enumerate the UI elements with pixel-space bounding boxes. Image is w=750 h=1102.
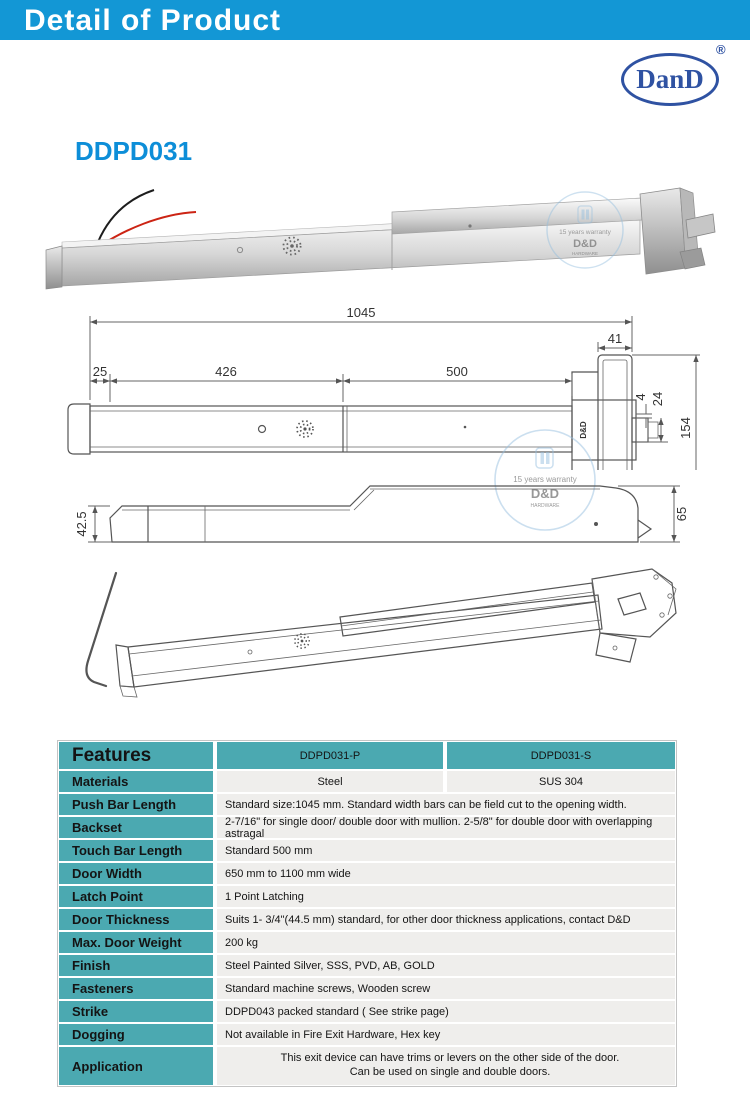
svg-text:D&D: D&D — [530, 486, 560, 501]
svg-text:41: 41 — [607, 331, 623, 346]
brand-logo-text: DanD — [636, 64, 704, 94]
svg-text:4: 4 — [633, 393, 648, 401]
side-view-drawing — [40, 462, 740, 554]
dogging-rod — [86, 573, 116, 686]
row-label-finish: Finish — [59, 955, 213, 976]
svg-text:25: 25 — [92, 364, 108, 379]
application-line-2: Can be used on single and double doors. — [349, 1066, 551, 1078]
page-header-bar — [0, 0, 750, 40]
row-value-touch-bar-length: Standard 500 mm — [217, 840, 675, 861]
svg-text:500: 500 — [446, 364, 468, 379]
row-value-application — [217, 1047, 675, 1085]
perspective-head-foot — [596, 633, 636, 662]
row-label-backset: Backset — [59, 817, 213, 838]
row-value-strike: DDPD043 packed standard ( See strike page) — [217, 1001, 675, 1022]
row-label-strike: Strike — [59, 1001, 213, 1022]
plan-end-cap — [68, 404, 90, 454]
row-value-finish: Steel Painted Silver, SSS, PVD, AB, GOLD — [217, 955, 675, 976]
product-photo — [40, 168, 720, 308]
plan-view-drawing — [40, 300, 740, 470]
svg-text:15 years warranty: 15 years warranty — [559, 229, 611, 236]
brand-logo — [621, 53, 719, 106]
table-header-model-p: DDPD031-P — [217, 742, 443, 769]
svg-text:65: 65 — [674, 506, 689, 522]
perspective-head — [592, 569, 676, 662]
dim-side-bar-height — [74, 506, 112, 542]
row-value-dogging: Not available in Fire Exit Hardware, Hex key — [217, 1024, 675, 1045]
table-header-model-s: DDPD031-S — [447, 742, 675, 769]
svg-text:HARDWARE: HARDWARE — [571, 251, 599, 256]
row-label-latch-point: Latch Point — [59, 886, 213, 907]
svg-text:24: 24 — [650, 391, 665, 407]
perspective-speaker-grille — [294, 633, 310, 649]
materials-value-s: SUS 304 — [447, 771, 675, 792]
row-label-fasteners: Fasteners — [59, 978, 213, 999]
row-value-push-bar-length: Standard size:1045 mm. Standard width bars can be field cut to the opening width. — [217, 794, 675, 815]
side-latch-tip — [638, 520, 651, 538]
table-header-features: Features — [59, 742, 213, 769]
perspective-view-drawing — [40, 555, 740, 720]
row-label-application: Application — [59, 1047, 213, 1085]
perspective-outline — [86, 569, 676, 697]
dim-head-width — [598, 331, 632, 352]
black-wire — [98, 190, 154, 242]
svg-text:426: 426 — [215, 364, 237, 379]
plan-speaker-grille — [297, 421, 313, 437]
svg-text:1045: 1045 — [346, 305, 376, 320]
registered-trademark-mark: ® — [716, 42, 726, 57]
screw-dot — [468, 224, 471, 227]
row-value-latch-point: 1 Point Latching — [217, 886, 675, 907]
row-value-door-thickness: Suits 1- 3/4"(44.5 mm) standard, for other door thickness applications, contact D&D — [217, 909, 675, 930]
row-label-dogging: Dogging — [59, 1024, 213, 1045]
push-bar-body — [46, 198, 642, 289]
row-label-door-width: Door Width — [59, 863, 213, 884]
left-end-cap — [46, 246, 62, 289]
side-device-outline — [110, 486, 651, 542]
row-label-materials: Materials — [59, 771, 213, 792]
row-value-fasteners: Standard machine screws, Wooden screw — [217, 978, 675, 999]
plan-head-brand-label: D&D — [579, 421, 588, 439]
svg-text:42.5: 42.5 — [74, 511, 89, 537]
dim-total-length — [90, 305, 632, 400]
svg-text:154: 154 — [678, 417, 693, 439]
page-title: Detail of Product — [24, 4, 282, 37]
svg-text:HARDWARE: HARDWARE — [530, 503, 560, 509]
row-label-touch-bar-length: Touch Bar Length — [59, 840, 213, 861]
plan-screw-hole — [259, 426, 266, 433]
svg-text:D&D: D&D — [573, 238, 597, 250]
latch-head-assembly — [640, 188, 715, 274]
dim-sections — [90, 364, 572, 402]
product-code: DDPD031 — [75, 136, 193, 166]
application-line-1: This exit device can have trims or levers on the other side of the door. — [280, 1052, 620, 1065]
row-label-push-bar-length: Push Bar Length — [59, 794, 213, 815]
row-value-max-door-weight: 200 kg — [217, 932, 675, 953]
row-label-door-thickness: Door Thickness — [59, 909, 213, 930]
row-label-max-door-weight: Max. Door Weight — [59, 932, 213, 953]
dim-head-vertical — [632, 355, 700, 470]
dim-side-head-height — [618, 486, 689, 542]
materials-value-p: Steel — [217, 771, 443, 792]
features-table — [57, 740, 677, 1087]
svg-text:15 years warranty: 15 years warranty — [513, 475, 577, 484]
row-value-backset: 2-7/16" for single door/ double door with mullion. 2-5/8" for double door with overlapping astragal — [217, 817, 675, 838]
row-value-door-width: 650 mm to 1100 mm wide — [217, 863, 675, 884]
